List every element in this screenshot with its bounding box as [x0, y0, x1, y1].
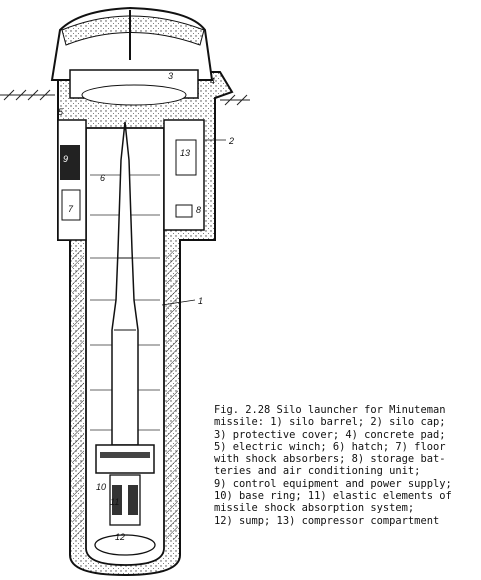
caption-line: 10) base ring; 11) elastic elements of	[214, 490, 452, 503]
callout-8: 8	[196, 205, 202, 215]
caption-line: 9) control equipment and power supply;	[214, 477, 452, 490]
figure-caption	[214, 404, 476, 527]
caption-line: 12) sump; 13) compressor compartment	[214, 514, 440, 527]
callout-4: 4	[210, 76, 216, 86]
caption-line: 3) protective cover; 4) concrete pad;	[214, 428, 446, 441]
callout-5: 5	[58, 107, 64, 117]
base-ring	[96, 445, 154, 473]
callout-2: 2	[229, 136, 235, 146]
callout-9: 9	[63, 154, 69, 164]
callout-6: 6	[100, 173, 106, 183]
caption-line: missile: 1) silo barrel; 2) silo cap;	[214, 416, 446, 429]
caption-line: missile shock absorption system;	[214, 502, 415, 515]
callout-11: 11	[110, 497, 120, 507]
caption-line: Fig. 2.28 Silo launcher for Minuteman	[214, 404, 446, 416]
caption-line: 5) electric winch; 6) hatch; 7) floor	[214, 440, 446, 453]
caption-line: teries and air conditioning unit;	[214, 465, 421, 478]
caption-line: with shock absorbers; 8) storage bat-	[214, 453, 446, 466]
callout-13: 13	[180, 148, 191, 158]
callout-7: 7	[68, 204, 74, 214]
callout-12: 12	[115, 532, 126, 542]
callout-10: 10	[96, 482, 107, 492]
callout-1: 1	[198, 296, 204, 306]
callout-3: 3	[168, 71, 174, 81]
